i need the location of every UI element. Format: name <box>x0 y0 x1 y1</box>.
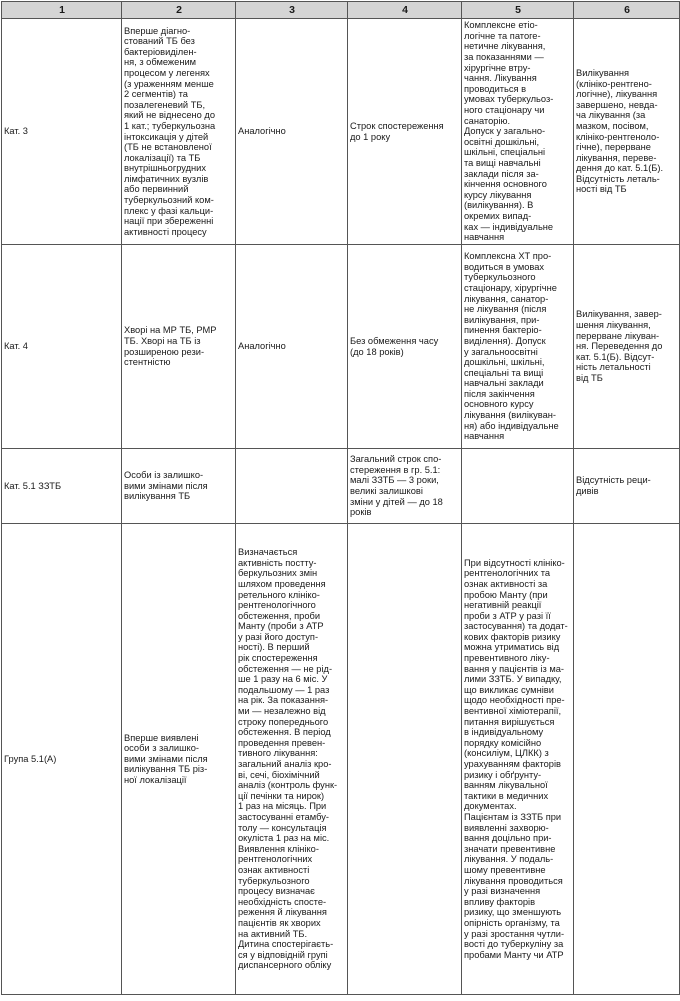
examination-cell <box>236 449 348 524</box>
column-header: 5 <box>462 2 574 19</box>
table-row <box>2 245 680 449</box>
contingent-cell: Особи із залишко- вими змінами після вилікування ТБ <box>122 449 236 524</box>
category-cell: Кат. 5.1 ЗЗТБ <box>2 449 122 524</box>
category-cell: Кат. 3 <box>2 19 122 245</box>
column-header: 3 <box>236 2 348 19</box>
examination-cell: Аналогічно <box>236 19 348 245</box>
table-row <box>2 524 680 995</box>
observation-term-cell <box>348 524 462 995</box>
column-header: 6 <box>574 2 680 19</box>
outcome-cell: Вилікування (клініко-рентгено- логічне), лікування завершено, невда- ча лікування (за мазком, посівом, клініко-рентгеноло- гічне), перерване лікування, переве- дення до кат. 5.1(Б). Відсутність леталь- ності від ТБ <box>574 19 680 245</box>
observation-term-cell: Без обмеження часу (до 18 років) <box>348 245 462 449</box>
observation-term-cell: Строк спостереження до 1 року <box>348 19 462 245</box>
table-row <box>2 449 680 524</box>
contingent-cell: Хворі на МР ТБ, РМР ТБ. Хворі на ТБ із розширеною рези- стентністю <box>122 245 236 449</box>
category-cell: Група 5.1(А) <box>2 524 122 995</box>
dispensary-table <box>1 1 680 995</box>
column-header: 2 <box>122 2 236 19</box>
outcome-cell: Вилікування, завер- шення лікування, перерване лікуван- ня. Переведення до кат. 5.1(Б). Відсут- ність летальності від ТБ <box>574 245 680 449</box>
examination-cell: Визначається активність постту- беркульозних змін шляхом проведення ретельного клініко- рентгенологічного обстеження, проби Манту (проби з АТР у разі його доступ- ності). В перший рік спостереження обстеження — не рід- ше 1 разу на 6 міс. У подальшому — 1 раз на рік. За показання- ми — незалежно від строку попереднього обстеження. В період проведення превен- тивного лікування: загальний аналіз кро- ві, сечі, біохімічний аналіз (контроль функ- ції печінки та нирок) 1 раз на місяць. При застосуванні етамбу- толу — консультація окуліста 1 раз на міс. Виявлення клініко- рентгенологічних ознак активності туберкульозного процесу визначає необхідність спосте- реження й лікування пацієнтів як хворих на активний ТБ. Дитина спостерігаєть- ся у відповідній групі диспансерного обліку <box>236 524 348 995</box>
column-header: 1 <box>2 2 122 19</box>
category-cell: Кат. 4 <box>2 245 122 449</box>
treatment-cell: При відсутності клініко- рентгенологічних та ознак активності за пробою Манту (при негативній реакції проби з АТР у разі її застосування) та додат- кових факторів ризику можна утриматись від превентивного ліку- вання у пацієнтів із ма- лими ЗЗТБ. У випадку, що викликає сумніви щодо необхідності пре- вентивної хіміотерапії, питання вирішується в індивідуальному порядку комісійно (консиліум, ЦЛКК) з урахуванням факторів ризику і обґрунту- ванням лікувальної тактики в медичних документах. Пацієнтам із ЗЗТБ при виявленні захворю- вання доцільно при- значати превентивне лікування. У подаль- шому превентивне лікування проводиться у разі визначення впливу факторів ризику, що зменшують опірність організму, та у разі зростання чутли- вості до туберкуліну за пробами Манту чи АТР <box>462 524 574 995</box>
treatment-cell <box>462 449 574 524</box>
contingent-cell: Вперше виявлені особи з залишко- вими змінами після вилікування ТБ різ- ної локалізації <box>122 524 236 995</box>
treatment-cell: Комплексне етіо- логічне та патоге- нетичне лікування, за показаннями — хірургічне втру- чання. Лікування проводиться в умовах туберкульоз- ного стаціонару чи санаторію. Допуск у загально- освітні дошкільні, шкільні, спеціальні та вищі навчальні заклади після за- кінчення основного курсу лікування (вилікування). В окремих випад- ках — індивідуальне навчання <box>462 19 574 245</box>
column-header: 4 <box>348 2 462 19</box>
examination-cell: Аналогічно <box>236 245 348 449</box>
treatment-cell: Комплексна ХТ про- водиться в умовах туберкульозного стаціонару, хірургічне лікування, санатор- не лікування (після вилікування, при- пинення бактеріо- виділення). Допуск у загальноосвітні дошкільні, шкільні, спеціальні та вищі навчальні заклади після закінчення основного курсу лікування (вилікуван- ня) або індивідуальне навчання <box>462 245 574 449</box>
table-row <box>2 19 680 245</box>
outcome-cell <box>574 524 680 995</box>
header-row <box>2 2 680 19</box>
observation-term-cell: Загальний строк спо- стереження в гр. 5.1: малі ЗЗТБ — 3 роки, великі залишкові зміни у дітей — до 18 років <box>348 449 462 524</box>
contingent-cell: Вперше діагно- стований ТБ без бактеріовиділен- ня, з обмеженим процесом у легенях (з ураженням менше 2 сегментів) та позалегеневий ТБ, який не віднесено до 1 кат.; туберкульозна інтоксикація у дітей (ТБ не встановленої локалізації) та ТБ внутрішньогрудних лімфатичних вузлів або первинний туберкульозний ком- плекс у фазі кальци- нації при збереженні активності процесу <box>122 19 236 245</box>
outcome-cell: Відсутність реци- дивів <box>574 449 680 524</box>
